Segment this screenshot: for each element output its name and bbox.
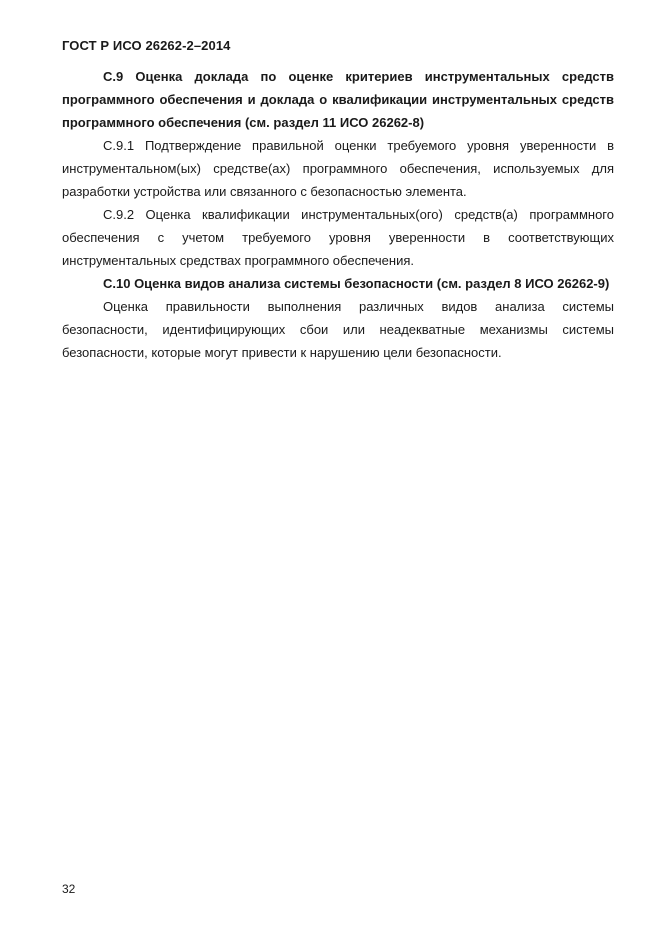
section-c10-paragraph: Оценка правильности выполнения различных видов анализа системы безопасности, идентифицирующих сбои или неадекватные механизмы системы безопасности, которые могут привести к нарушению цели безопасности.	[62, 299, 614, 360]
page-content	[62, 65, 614, 364]
section-c10-heading: С.10 Оценка видов анализа системы безопасности (см. раздел 8 ИСО 26262-9)	[103, 276, 610, 291]
section-c9-1-paragraph: С.9.1 Подтверждение правильной оценки требуемого уровня уверенности в инструментальном(ых) средстве(ах) программного обеспечения, используемых для разработки устройства или связанного с безопасностью элемента.	[62, 138, 614, 199]
document-standard-header: ГОСТ Р ИСО 26262-2–2014	[62, 38, 231, 53]
section-c9-heading: С.9 Оценка доклада по оценке критериев инструментальных средств программного обеспечения и доклада о квалификации инструментальных средств программного обеспечения (см. раздел 11 ИСО 26262-8)	[62, 69, 614, 130]
section-c9-2-paragraph: С.9.2 Оценка квалификации инструментальных(ого) средств(а) программного обеспечения с учетом требуемого уровня уверенности в соответствующих инструментальных средствах программного обеспечения.	[62, 207, 614, 268]
page-number: 32	[62, 882, 76, 896]
